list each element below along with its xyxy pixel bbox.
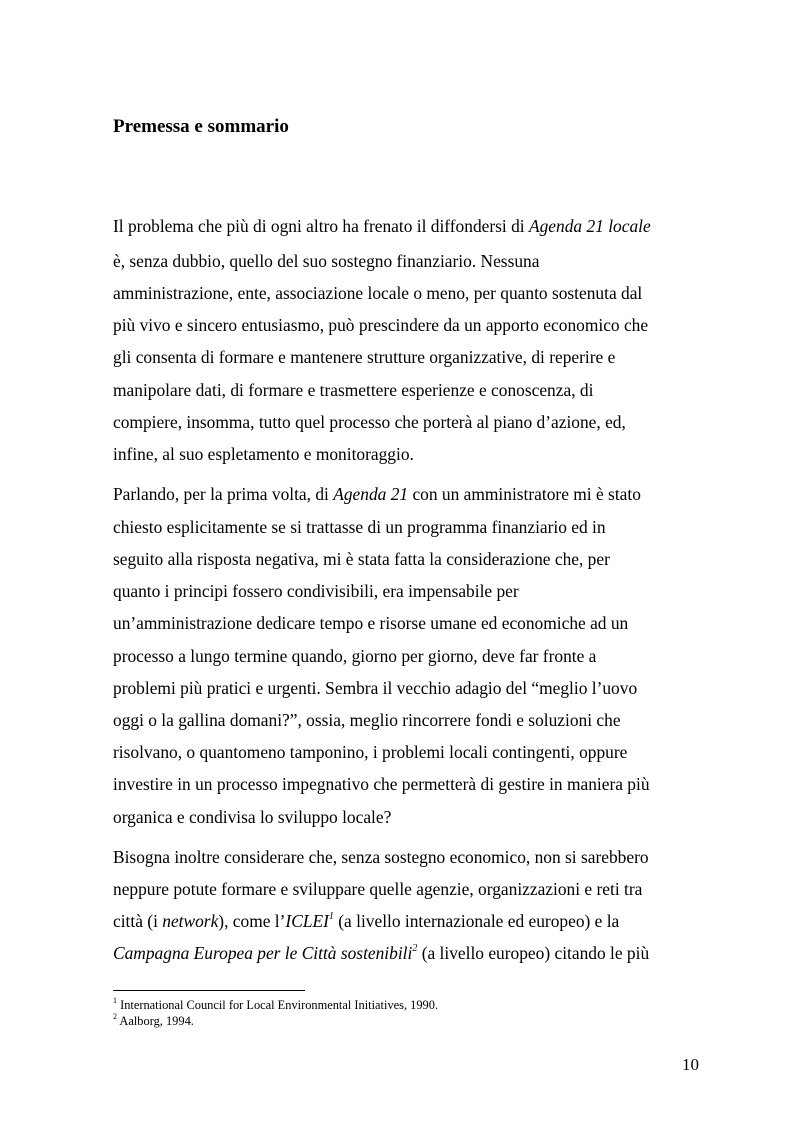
text-run: con un amministratore mi è stato [408,484,641,504]
footnote-1-marker: 1 [113,995,117,1005]
paragraph-1-line-4: più vivo e sincero entusiasmo, può prescindere da un apporto economico che [113,315,649,335]
paragraph-3-line-4 [113,941,649,965]
text-run: Il problema che più di ogni altro ha frenato il diffondersi di [113,216,529,236]
paragraph-2-line-2: chiesto esplicitamente se si trattasse di un programma finanziario ed in [113,517,606,537]
paragraph-2-line-7: problemi più pratici e urgenti. Sembra il vecchio adagio del “meglio l’uovo [113,678,638,698]
paragraph-2-line-6: processo a lungo termine quando, giorno per giorno, deve far fronte a [113,646,597,666]
text-run: (a livello europeo) citando le più [417,943,650,963]
italic-term-campagna-europea: Campagna Europea per le Città sostenibili [113,943,413,963]
paragraph-2-line-5: un’amministrazione dedicare tempo e risorse umane ed economiche ad un [113,613,629,633]
paragraph-2-line-11: organica e condivisa lo sviluppo locale? [113,807,392,827]
text-run: ), come l’ [218,911,286,931]
paragraph-1-line-6: manipolare dati, di formare e trasmettere esperienze e conoscenza, di [113,380,594,400]
footnote-1 [113,997,438,1013]
italic-term-agenda-21-locale: Agenda 21 locale [528,216,651,236]
footnote-separator [113,990,305,991]
footnote-ref-1: 1 [328,911,334,923]
page-number: 10 [682,1055,699,1074]
paragraph-3-line-1: Bisogna inoltre considerare che, senza sostegno economico, non si sarebbero [113,847,649,867]
paragraph-2-line-4: quanto i principi fossero condivisibili, era impensabile per [113,581,519,601]
paragraph-2-line-9: risolvano, o quantomeno tamponino, i problemi locali contingenti, oppure [113,742,628,762]
paragraph-2-line-1 [113,482,641,506]
text-run: città (i [113,911,163,931]
paragraph-1-line-5: gli consenta di formare e mantenere strutture organizzative, di reperire e [113,347,616,367]
footnote-2 [113,1013,194,1029]
footnote-2-text: Aalborg, 1994. [117,1014,194,1028]
italic-term-agenda-21: Agenda 21 [333,484,409,504]
paragraph-3-line-2: neppure potute formare e sviluppare quelle agenzie, organizzazioni e reti tra [113,879,643,899]
paragraph-2-line-10: investire in un processo impegnativo che permetterà di gestire in maniera più [113,774,650,794]
text-run: Parlando, per la prima volta, di [113,484,334,504]
paragraph-2-line-3: seguito alla risposta negativa, mi è stata fatta la considerazione che, per [113,549,610,569]
italic-term-network: network [162,911,219,931]
footnote-ref-2: 2 [412,943,418,955]
paragraph-1-line-8: infine, al suo espletamento e monitoraggio. [113,444,414,464]
italic-term-iclei: ICLEI [285,911,329,931]
footnote-2-marker: 2 [113,1011,117,1021]
footnote-1-text: International Council for Local Environmental Initiatives, 1990. [117,998,439,1012]
text-run: (a livello internazionale ed europeo) e la [333,911,620,931]
section-heading: Premessa e sommario [113,116,289,137]
paragraph-1-line-3: amministrazione, ente, associazione locale o meno, per quanto sostenuta dal [113,283,643,303]
paragraph-1-line-2: è, senza dubbio, quello del suo sostegno finanziario. Nessuna [113,251,540,271]
paragraph-3-line-3 [113,909,619,933]
paragraph-2-line-8: oggi o la gallina domani?”, ossia, meglio rincorrere fondi e soluzioni che [113,710,621,730]
paragraph-1-line-1 [113,214,651,238]
paragraph-1-line-7: compiere, insomma, tutto quel processo che porterà al piano d’azione, ed, [113,412,626,432]
